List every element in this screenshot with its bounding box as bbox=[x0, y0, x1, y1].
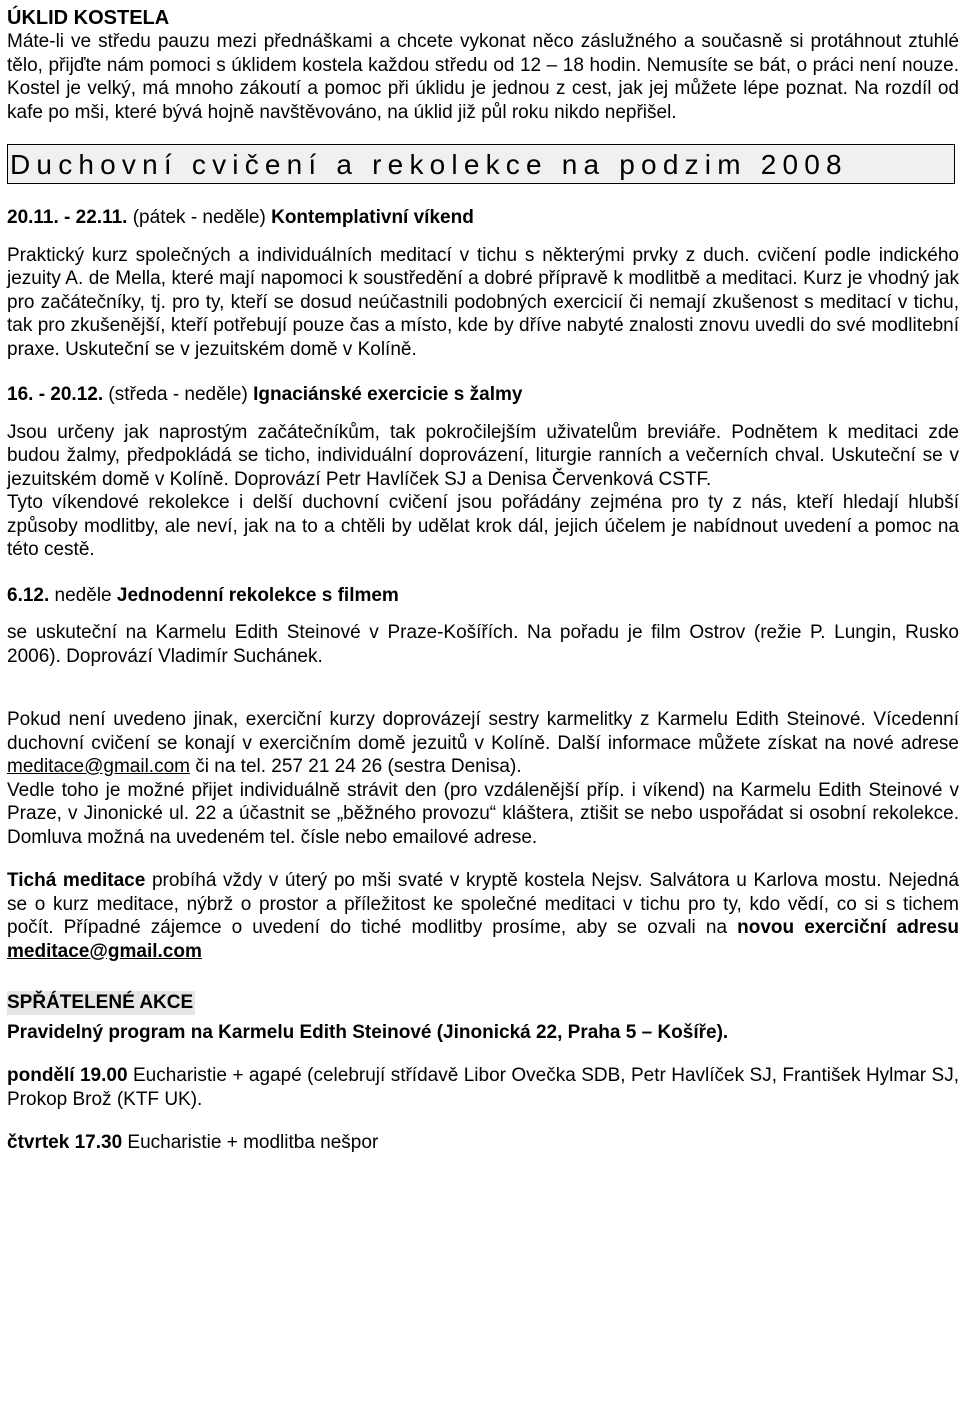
event-3-title: Jednodenní rekolekce s filmem bbox=[116, 584, 399, 606]
friends-program: Pravidelný program na Karmelu Edith Steinové (Jinonická 22, Praha 5 – Košíře). bbox=[7, 1021, 729, 1043]
event-2-date: 16. - 20.12. bbox=[7, 384, 104, 405]
event-3-days: neděle bbox=[54, 584, 112, 606]
event-2-heading bbox=[7, 383, 959, 407]
thursday-text: Eucharistie + modlitba nešpor bbox=[122, 1132, 379, 1153]
event-2-title: Ignaciánské exercicie s žalmy bbox=[253, 384, 523, 405]
thursday-label: čtvrtek 17.30 bbox=[7, 1132, 123, 1153]
quiet-meditation-paragraph bbox=[7, 869, 959, 963]
info-paragraph-2: Vedle toho je možné přijet individuálně strávit den (pro vzdálenější příp. i víkend) na Karmelu Edith Steinové v Praze, v Jinonické ul. 22 a účastnit se „běžného provozu“ kláštera, ztišit se nebo uspořádat si osobní rekolekce. Domluva možná na uvedeném tel. čísle nebo emailové adrese. bbox=[7, 779, 959, 848]
cleaning-text: Máte-li ve středu pauzu mezi přednáškami a chcete vykonat něco záslužného a současně si protáhnout ztuhlé tělo, přijďte nám pomoci s úklidem kostela každou středu od 12 – 18 hodin. Nemusíte se bát, o práci není nouze. Kostel je velký, má mnoho zákoutí a pomoc při úklidu je jednou z cest, jak jej můžete lépe poznat. Na rozdíl od kafe po mši, které bývá hojně navštěvováno, na úklid již půl roku nikdo nepřišel. bbox=[7, 31, 959, 123]
event-2-text: Jsou určeny jak naprostým začátečníkům, tak pokročilejším uživatelům breviáře. Podnětem k meditaci zde budou žalmy, předpokládá se ticho, individuální doprovázení, liturgie ranních a večerních chval. Uskuteční se v jezuitském domě v Kolíně. Doprovází Petr Havlíček SJ a Denisa Červenková CSTF. bbox=[7, 421, 959, 490]
event-3-heading bbox=[7, 584, 959, 608]
event-1-title: Kontemplativní víkend bbox=[271, 207, 474, 228]
event-2-text2: Tyto víkendové rekolekce i delší duchovní cvičení jsou pořádány zejména pro ty z nás, kteří hledají hlubší způsoby modlitby, ale neví, jak na to a chtěli by udělat krok dál, jejich účelem je nabídnout uvedení a pomoc na této cestě. bbox=[7, 492, 959, 560]
quiet-meditation-text: probíhá vždy v úterý po mši svaté v kryptě kostela Nejsv. Salvátora u Karlova mostu. Nejedná se o kurz meditace, nýbrž o prostor a příležitost ke společné meditaci v tichu pro ty, kdo vědí, co si s tichem počít. Případné zájemce o uvedení do tiché modlitby prosíme, aby se ozvali na bbox=[7, 870, 959, 938]
quiet-email-link[interactable]: meditace@gmail.com bbox=[7, 940, 202, 962]
monday-text: Eucharistie + agapé (celebrují střídavě Libor Ovečka SDB, Petr Havlíček SJ, František Hylmar SJ, Prokop Brož (KTF UK). bbox=[7, 1065, 960, 1110]
event-1-heading bbox=[7, 206, 959, 230]
event-1-text: Praktický kurz společných a individuálních meditací v tichu s některými prvky z duch. cvičení podle indického jezuity A. de Mella, které mají napomoci k soustředění a dobré přípravě k modlitbě a meditaci. Kurz je vhodný jak pro začátečníky, tj. pro ty, kteří se dosud neúčastnili podobných exercicií či nemají zkušenost s meditací v tichu, tak pro zkušenější, kteří potřebují pouze čas a místo, kde by dříve nabyté znalosti znovu uvedli do své modlitební praxe. Uskuteční se v jezuitském domě v Kolíně. bbox=[7, 244, 959, 360]
event-3-text: se uskuteční na Karmelu Edith Steinové v Praze-Košířích. Na pořadu je film Ostrov (režie P. Lungin, Rusko 2006). Doprovází Vladimír Suchánek. bbox=[7, 622, 959, 667]
thursday-paragraph bbox=[7, 1131, 959, 1155]
cleaning-title: ÚKLID KOSTELA bbox=[7, 7, 170, 29]
quiet-address-label: novou exerciční adresu bbox=[737, 917, 959, 938]
monday-label: pondělí 19.00 bbox=[7, 1065, 128, 1086]
info-paragraph-1 bbox=[7, 708, 959, 779]
quiet-meditation-label: Tichá meditace bbox=[7, 870, 146, 891]
monday-paragraph bbox=[7, 1064, 959, 1111]
event-3-date: 6.12. bbox=[7, 584, 50, 606]
info-p1-text: Pokud není uvedeno jinak, exerciční kurzy doprovázejí sestry karmelitky z Karmelu Edith Steinové. Vícedenní duchovní cvičení se konají v exercičním domě jezuitů v Kolíně. Další informace můžete získat na nové adrese bbox=[7, 709, 959, 754]
event-1-date: 20.11. - 22.11. bbox=[7, 207, 128, 228]
section-banner: Duchovní cvičení a rekolekce na podzim 2008 bbox=[7, 144, 955, 184]
event-1-days: (pátek - neděle) bbox=[132, 207, 266, 228]
friends-title: SPŘÁTELENÉ AKCE bbox=[7, 992, 194, 1013]
email-link[interactable]: meditace@gmail.com bbox=[7, 756, 190, 777]
document-page bbox=[7, 6, 959, 1155]
event-2-days: (středa - neděle) bbox=[108, 384, 248, 405]
info-p1-after: či na tel. 257 21 24 26 (sestra Denisa). bbox=[189, 756, 522, 777]
